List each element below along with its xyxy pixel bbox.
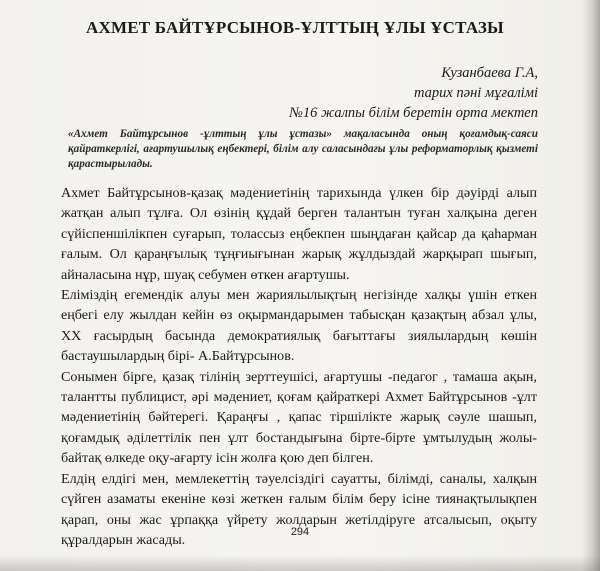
paragraph: Сонымен бірге, қазақ тілінің зерттеушісі, ағартушы -педагог , тамаша ақын, талантты публицист, әрі мәдениет, қоғам қайраткері Ахмет Байтұрсынов -ұлт мәдениетінің бәйтерегі. Қараңғы , қапас тіршілікте жарық сәуле шашып, қоғамдық әділеттілік пен ұлт бостандығына бірте-бірте ұмтылудың жолы-байтақ өлкеде оқу-ағарту ісін жолға қою деп білген. bbox=[61, 368, 537, 467]
article-title: АХМЕТ БАЙТҰРСЫНОВ-ҰЛТТЫҢ ҰЛЫ ҰСТАЗЫ bbox=[86, 18, 504, 37]
author-name: Кузанбаева Г.А, bbox=[441, 65, 538, 81]
paragraph: Еліміздің егемендік алуы мен жариялылықтың негізінде халқы үшін еткен еңбегі елу жылдан кейін өз оқырмандарымен табысқан қазақтың абзал ұлы, ХХ ғасырдың басында демократиялық бағыттағы зиялылардың көшін бастаушылардың бірі- А.Байтұрсынов. bbox=[61, 287, 537, 365]
paragraph: Ахмет Байтұрсынов-қазақ мәдениетінің тарихында үлкен бір дәуірді алып жатқан алып тұлға. Ол өзінің құдай берген талантын туған халқына деген сүйіспеншілікпен суғарып, толассыз еңбекпен шыңдаған қайсар да қаһарман ғалым. Ол қараңғылық тұңғиығынан жарық жұлдыздай жарқырап шығып, айналасына нұр, шуақ себумен өткен ағартушы. bbox=[61, 185, 537, 283]
abstract: «Ахмет Байтұрсынов -ұлттың ұлы ұстазы» мақаласында оның қоғамдық-саяси қайраткерлігі, ағартушылық еңбектері, білім алу саласындағы ұлы реформаторлық қызметі қарастырылады. bbox=[68, 128, 538, 170]
page-bottom-shadow bbox=[0, 555, 600, 571]
author-block bbox=[289, 63, 538, 123]
article-body bbox=[61, 183, 537, 550]
page-number: 294 bbox=[290, 526, 310, 538]
paragraph: Елдің елдігі мен, мемлекеттің тәуелсіздігі сауатты, білімді, саналы, халқын сүйген азаматы екеніне көзі жеткен ғалым білім беру ісіне тиянақтылықпен қарап, оны жас ұрпаққа үйрету жолдарын жетілдіруге атсалысып, оқыту құралдарын жасады. bbox=[61, 470, 537, 548]
author-position: тарих пәні мұғалімі bbox=[413, 85, 538, 101]
page-edge-shadow bbox=[582, 0, 600, 571]
author-school: №16 жалпы білім беретін орта мектеп bbox=[289, 105, 538, 121]
